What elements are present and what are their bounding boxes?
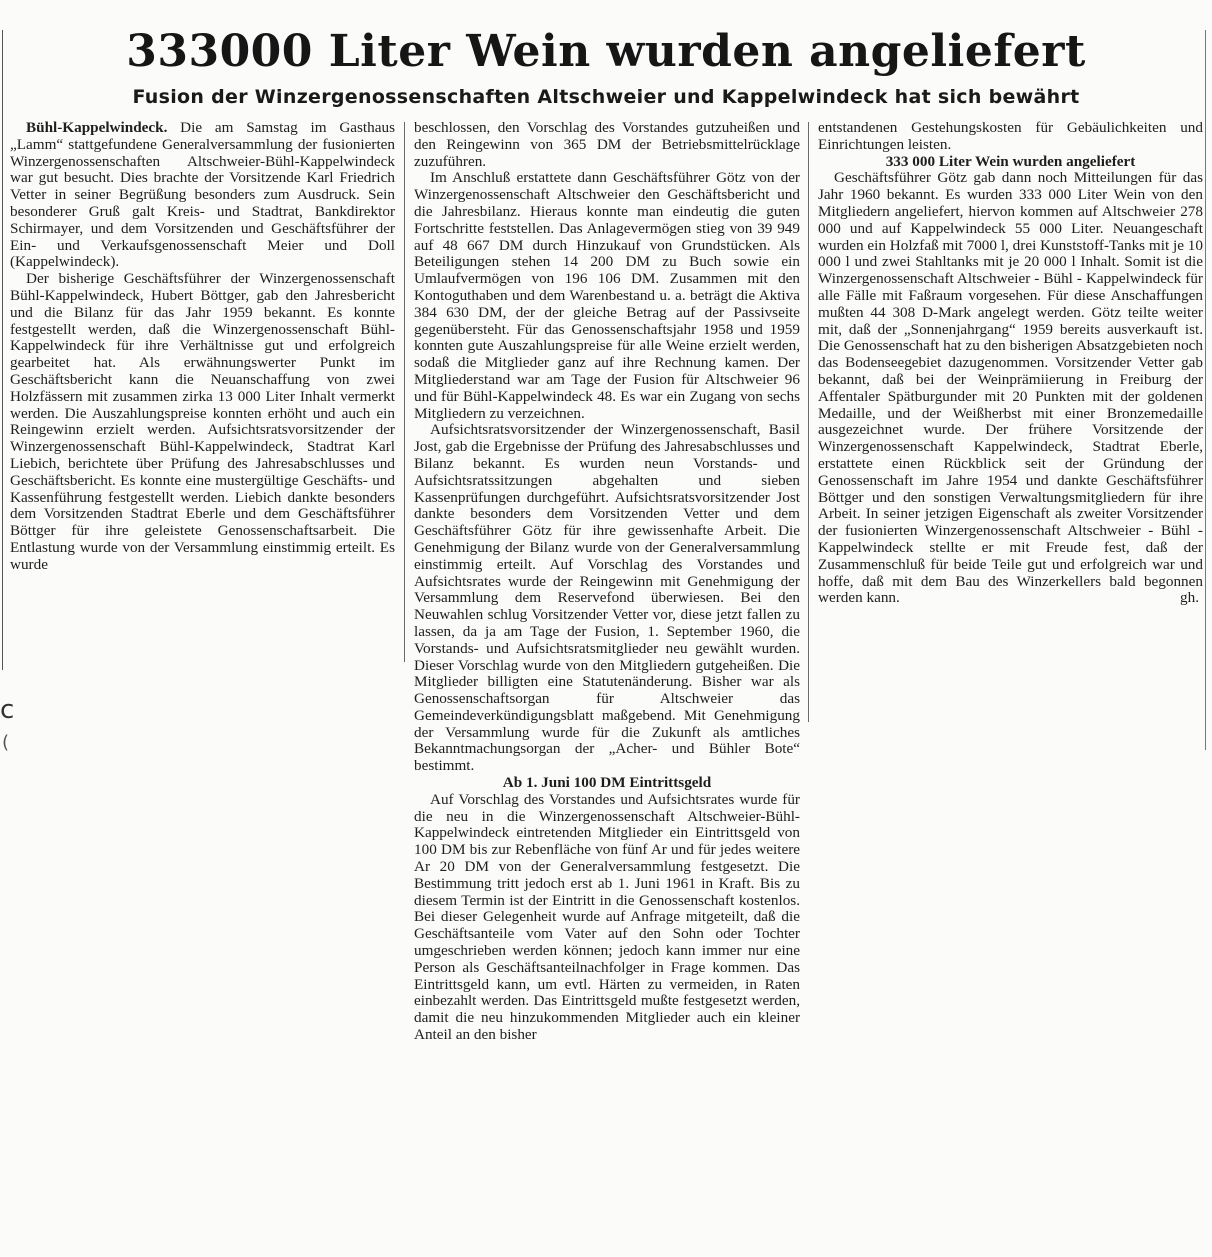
page-edge-right <box>1205 30 1206 750</box>
page-edge-left <box>2 30 3 670</box>
paragraph: Aufsichtsratsvorsitzender der Winzergenossenschaft, Basil Jost, gab die Ergebnisse der Prüfung des Jahresabschlusses und Bilanz bekannt. Es wurden neun Vorstands- und Aufsichtsratssitzungen abgehalten und sieben Kassenprüfungen durchgeführt. Aufsichtsratsvorsitzender Jost dankte besonders dem Vorsitzenden Vetter und dem Geschäftsführer Götz für ihre gewissenhafte Arbeit. Die Genehmigung der Bilanz wurde von der Generalversammlung einstimmig erteilt. Auf Vorschlag des Vorstandes und Aufsichtsrates wurde der Reingewinn mit Genehmigung der Versammlung dem Reservefond überwiesen. Bei den Neuwahlen schlug Vorsitzender Vetter vor, diese jetzt fallen zu lassen, da ja am Tage der Fusion, 1. September 1960, die Vorstands- und Aufsichtsratsmitglieder neu gewählt wurden. Dieser Vorschlag wurde von den Mitgliedern gutgeheißen. Die Mitglieder billigten eine Statutenänderung. Bisher war als Genossenschaftsorgan für Altschweier das Gemeindeverkündigungsblatt maßgebend. Mit Genehmigung der Versammlung wurde für die Zukunft als amtliches Bekanntmachungsorgan der „Acher- und Bühler Bote“ bestimmt. <box>414 421 800 775</box>
paragraph <box>10 120 395 271</box>
column-rule-1 <box>404 122 405 662</box>
author-signature: gh. <box>1180 589 1199 607</box>
paragraph: Auf Vorschlag des Vorstandes und Aufsichtsrates wurde für die neu in die Winzergenossenschaft Altschweier-Bühl-Kappelwindeck eintretenden Mitglieder ein Eintrittsgeld von 100 DM bis zur Rebenfläche von fünf Ar und für jedes weitere Ar 20 DM von der Generalversammlung festgesetzt. Die Bestimmung tritt jedoch erst ab 1. Juni 1961 in Kraft. Bis zu diesem Termin ist der Eintritt in die Genossenschaft kostenlos. Bei dieser Gelegenheit wurde auf Anfrage mitgeteilt, daß die Geschäftsanteile vom Vater auf den Sohn oder Tochter umgeschrieben werden können; jedoch kann immer nur eine Person als Geschäftsanteilnachfolger in Frage kommen. Das Eintrittsgeld kann, um evtl. Härten zu vermeiden, in Raten einbezahlt werden. Das Eintrittsgeld mußte festgesetzt werden, damit die neu hinzukommenden Mitglieder auch ein kleiner Anteil an den bisher <box>414 790 800 1044</box>
article-column-1 <box>10 120 395 574</box>
article-headline: 333000 Liter Wein wurden angeliefert <box>126 26 1086 77</box>
paragraph <box>818 170 1203 607</box>
dateline: Bühl-Kappelwindeck. <box>26 119 168 136</box>
paragraph: beschlossen, den Vorschlag des Vorstandes gutzuheißen und den Reingewinn von 365 DM der Betriebsmittelrücklage zuzuführen. <box>414 119 800 170</box>
article-column-2 <box>414 120 800 1044</box>
article-subheadline: Fusion der Winzergenossenschaften Altschweier und Kappelwindeck hat sich bewährt <box>132 86 1080 108</box>
paragraph-text: Die am Samstag im Gasthaus „Lamm“ stattgefundene Generalversammlung der fusionierten Winzergenossenschaften Altschweier-Bühl-Kappelwindeck war gut besucht. Dies brachte der Vorsitzende Karl Friedrich Vetter in seiner Begrüßung besonders zum Ausdruck. Sein besonderer Gruß galt Kreis- und Stadtrat, Bankdirektor Schirmayer, und dem Vorsitzenden und Geschäftsführer der Ein- und Verkaufsgenossenschaft Meier und Doll (Kappelwindeck). <box>10 119 395 271</box>
paragraph-text: Geschäftsführer Götz gab dann noch Mitteilungen für das Jahr 1960 bekannt. Es wurden 333 000 Liter Wein von den Mitgliedern angeliefert, hiervon kommen auf Altschweier 278 000 und auf Kappelwindeck 55 000 Liter. Neuangeschaft wurden ein Holzfaß mit 7000 l, drei Kunststoff-Tanks mit je 10 000 l und zwei Stahltanks mit je 20 000 l Inhalt. Somit ist die Winzergenossenschaft Altschweier - Bühl - Kappelwindeck für alle Fälle mit Faßraum vorgesehen. Für diese Anschaffungen mußten 44 308 D-Mark angelegt werden. Götz teilte weiter mit, daß der „Sonnenjahrgang“ 1959 bereits ausverkauft ist. Die Genossenschaft hat zu den bisherigen Absatzgebieten noch das Bodenseegebiet dazugenommen. Vorsitzender Vetter gab bekannt, daß bei der Weinprämiierung in Freiburg der Affentaler Spätburgunder mit 20 Punkten mit der goldenen Medaille, und der Weißherbst mit einer Bronzemedaille ausgezeichnet wurde. Der frühere Vorsitzende der Winzergenossenschaft Kappelwindeck, Stadtrat Eberle, erstattete einen Rückblick seit der Gründung der Genossenschaft im Jahre 1954 und dankte Geschäftsführer Böttger und den sonstigen Verwaltungsmitgliedern für ihre Arbeit. In seiner jetzigen Eigenschaft als zweiter Vorsitzender der fusionierten Winzergenossenschaft Altschweier - Bühl - Kappelwindeck stellte er mit Freude fest, daß der Zusammenschluß für beide Teile gut und erfolgreich war und hoffe, daß mit dem Bau des Winzerkellers bald begonnen werden kann. <box>818 169 1203 607</box>
column-rule-2 <box>808 122 809 722</box>
margin-mark: ( <box>2 732 10 753</box>
section-subhead: Ab 1. Juni 100 DM Eintrittsgeld <box>502 774 712 792</box>
paragraph: Der bisherige Geschäftsführer der Winzergenossenschaft Bühl-Kappelwindeck, Hubert Böttger, gab den Jahresbericht und die Bilanz für das Jahr 1959 bekannt. Es konnte festgestellt werden, daß die Winzergenossenschaft Bühl-Kappelwindeck für ihre Verhältnisse gut und erfolgreich gearbeitet hat. Als erwähnungswerter Punkt im Geschäftsbericht kann die Neuanschaffung von zwei Holzfässern mit zusammen zirka 13 000 Liter Inhalt vermerkt werden. Die Auszahlungspreise konnten erhöht und auch ein Reingewinn erzielt werden. Aufsichtsratsvorsitzender der Winzergenossenschaft Bühl-Kappelwindeck, Stadtrat Karl Liebich, berichtete über Prüfung des Jahresabschlusses und Geschäftsbericht. Es konnte eine mustergültige Geschäfts- und Kassenführung festgestellt werden. Liebich dankte besonders dem Vorsitzenden Stadtrat Eberle und dem Geschäftsführer Böttger für ihre geleistete Genossenschaftsarbeit. Die Entlastung wurde von der Versammlung einstimmig erteilt. Es wurde <box>10 270 395 573</box>
article-column-3 <box>818 120 1203 607</box>
section-subhead: 333 000 Liter Wein wurden angeliefert <box>885 152 1136 170</box>
paragraph: Im Anschluß erstattete dann Geschäftsführer Götz von der Winzergenossenschaft Altschweier den Geschäftsbericht und die Jahresbilanz. Hieraus konnte man eindeutig die guten Fortschritte feststellen. Das Anlagevermögen stieg von 39 949 auf 48 667 DM durch Hinzukauf von Grundstücken. Als Beteiligungen stehen 14 200 DM zu Buch sowie ein Umlaufvermögen von 196 106 DM. Zusammen mit den Kontoguthaben und dem Warenbestand u. a. beträgt die Aktiva 384 630 DM, der der gleiche Betrag auf der Passivseite gegenübersteht. Für das Genossenschaftsjahr 1958 und 1959 konnten gute Auszahlungspreise für alle Weine erzielt werden, sodaß die Mitglieder ganz auf ihre Rechnung kamen. Der Mitgliederstand war am Tage der Fusion für Altschweier 96 und für Bühl-Kappelwindeck 48. Es war ein Zugang von sechs Mitgliedern zu verzeichnen. <box>414 169 800 422</box>
margin-mark: c <box>0 695 15 725</box>
paragraph: entstandenen Gestehungskosten für Gebäulichkeiten und Einrichtungen leisten. <box>818 119 1203 153</box>
